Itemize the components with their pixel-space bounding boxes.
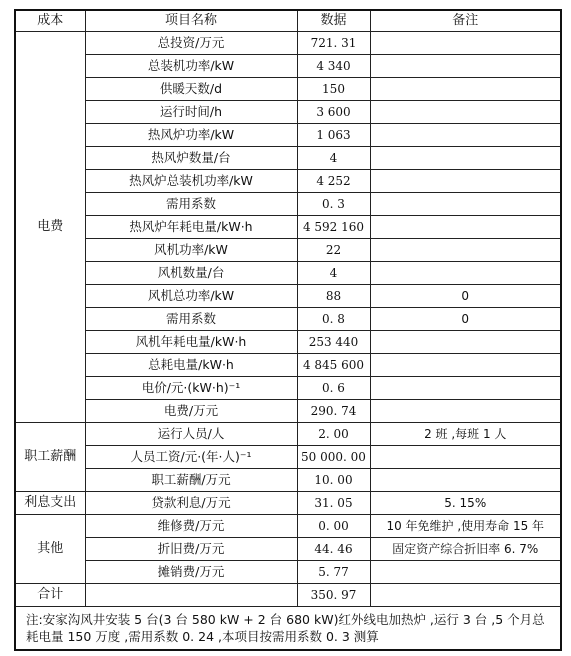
- item-value: 4 340: [297, 55, 370, 78]
- cost-category: 职工薪酬: [15, 423, 85, 492]
- item-value: 721. 31: [297, 32, 370, 55]
- item-name: 职工薪酬/万元: [85, 469, 297, 492]
- item-value: 10. 00: [297, 469, 370, 492]
- table-row: [15, 331, 561, 354]
- item-note: [370, 78, 561, 101]
- item-name: 折旧费/万元: [85, 538, 297, 561]
- item-name: 热风炉数量/台: [85, 147, 297, 170]
- total-label: 合计: [15, 584, 85, 607]
- table-row: [15, 469, 561, 492]
- table-row: [15, 101, 561, 124]
- item-value: 150: [297, 78, 370, 101]
- item-name: 风机功率/kW: [85, 239, 297, 262]
- item-value: 5. 77: [297, 561, 370, 584]
- item-note: 0: [370, 308, 561, 331]
- table-row: [15, 446, 561, 469]
- table-row: [15, 147, 561, 170]
- item-name: 电价/元·(kW·h)⁻¹: [85, 377, 297, 400]
- item-note: [370, 400, 561, 423]
- footnote: 注:安家沟风井安装 5 台(3 台 580 kW + 2 台 680 kW)红外线电加热炉 ,运行 3 台 ,5 个月总耗电量 150 万度 ,需用系数 0. 24 ,本项目按需用系数 0. 3 测算: [15, 607, 561, 651]
- header-row: [15, 10, 561, 32]
- item-note: 2 班 ,每班 1 人: [370, 423, 561, 446]
- table-row: [15, 308, 561, 331]
- total-data: 350. 97: [297, 584, 370, 607]
- item-note: [370, 354, 561, 377]
- item-name: 总投资/万元: [85, 32, 297, 55]
- table-row: [15, 170, 561, 193]
- item-value: 0. 8: [297, 308, 370, 331]
- item-note: [370, 377, 561, 400]
- item-name: 运行人员/人: [85, 423, 297, 446]
- item-name: 风机数量/台: [85, 262, 297, 285]
- table-row: [15, 492, 561, 515]
- table-row: [15, 193, 561, 216]
- total-item-empty: [85, 584, 297, 607]
- item-name: 供暖天数/d: [85, 78, 297, 101]
- item-name: 摊销费/万元: [85, 561, 297, 584]
- item-value: 50 000. 00: [297, 446, 370, 469]
- header-note: 备注: [370, 10, 561, 32]
- item-name: 总装机功率/kW: [85, 55, 297, 78]
- item-name: 总耗电量/kW·h: [85, 354, 297, 377]
- total-row: [15, 584, 561, 607]
- header-cost: 成本: [15, 10, 85, 32]
- item-note: [370, 193, 561, 216]
- header-item: 项目名称: [85, 10, 297, 32]
- table-row: [15, 538, 561, 561]
- item-value: 290. 74: [297, 400, 370, 423]
- table-row: [15, 561, 561, 584]
- item-note: [370, 32, 561, 55]
- item-name: 电费/万元: [85, 400, 297, 423]
- cost-category: 其他: [15, 515, 85, 584]
- cost-category: 利息支出: [15, 492, 85, 515]
- cost-table: [14, 9, 562, 651]
- item-value: 0. 3: [297, 193, 370, 216]
- item-note: 10 年免维护 ,使用寿命 15 年: [370, 515, 561, 538]
- item-name: 贷款利息/万元: [85, 492, 297, 515]
- table-row: [15, 354, 561, 377]
- item-note: [370, 101, 561, 124]
- item-value: 4 592 160: [297, 216, 370, 239]
- item-note: [370, 147, 561, 170]
- item-note: [370, 331, 561, 354]
- cost-table-container: [14, 9, 560, 651]
- item-name: 需用系数: [85, 193, 297, 216]
- item-note: [370, 124, 561, 147]
- item-value: 0. 00: [297, 515, 370, 538]
- item-value: 0. 6: [297, 377, 370, 400]
- table-row: [15, 239, 561, 262]
- item-note: [370, 239, 561, 262]
- header-data: 数据: [297, 10, 370, 32]
- total-note-empty: [370, 584, 561, 607]
- item-value: 44. 46: [297, 538, 370, 561]
- table-row: [15, 124, 561, 147]
- item-value: 4: [297, 147, 370, 170]
- item-name: 风机总功率/kW: [85, 285, 297, 308]
- item-name: 热风炉年耗电量/kW·h: [85, 216, 297, 239]
- item-value: 253 440: [297, 331, 370, 354]
- item-value: 4: [297, 262, 370, 285]
- footnote-row: [15, 607, 561, 651]
- item-value: 88: [297, 285, 370, 308]
- item-name: 需用系数: [85, 308, 297, 331]
- item-note: [370, 170, 561, 193]
- item-note: 0: [370, 285, 561, 308]
- table-row: [15, 285, 561, 308]
- cost-category: 电费: [15, 32, 85, 423]
- item-note: [370, 446, 561, 469]
- item-name: 风机年耗电量/kW·h: [85, 331, 297, 354]
- item-value: 3 600: [297, 101, 370, 124]
- item-note: [370, 55, 561, 78]
- item-value: 1 063: [297, 124, 370, 147]
- item-name: 维修费/万元: [85, 515, 297, 538]
- table-row: [15, 377, 561, 400]
- item-note: [370, 216, 561, 239]
- table-row: [15, 55, 561, 78]
- table-row: [15, 78, 561, 101]
- item-note: [370, 469, 561, 492]
- table-row: [15, 216, 561, 239]
- item-note: [370, 262, 561, 285]
- item-name: 热风炉功率/kW: [85, 124, 297, 147]
- item-value: 2. 00: [297, 423, 370, 446]
- table-row: [15, 400, 561, 423]
- item-name: 热风炉总装机功率/kW: [85, 170, 297, 193]
- item-name: 人员工资/元·(年·人)⁻¹: [85, 446, 297, 469]
- item-note: [370, 561, 561, 584]
- item-value: 4 845 600: [297, 354, 370, 377]
- table-row: [15, 515, 561, 538]
- item-note: 5. 15%: [370, 492, 561, 515]
- table-body: [15, 32, 561, 584]
- item-value: 31. 05: [297, 492, 370, 515]
- table-row: [15, 32, 561, 55]
- table-row: [15, 423, 561, 446]
- item-note: 固定资产综合折旧率 6. 7%: [370, 538, 561, 561]
- item-name: 运行时间/h: [85, 101, 297, 124]
- table-row: [15, 262, 561, 285]
- item-value: 4 252: [297, 170, 370, 193]
- item-value: 22: [297, 239, 370, 262]
